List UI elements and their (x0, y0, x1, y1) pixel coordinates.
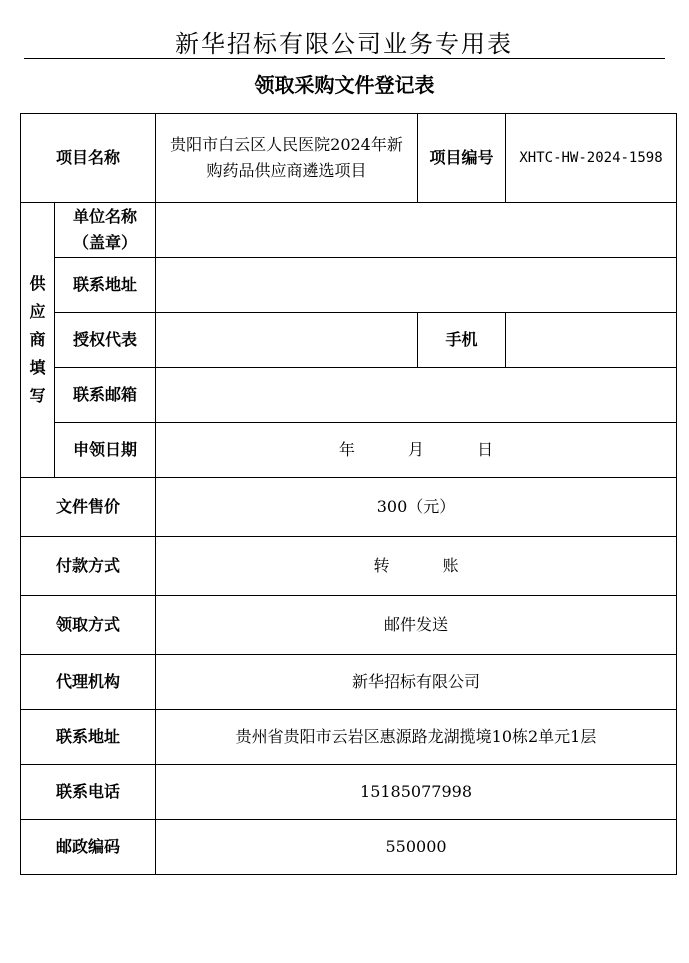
date-month: 月 (408, 440, 425, 459)
email-field[interactable] (156, 368, 677, 423)
supplier-section-label (21, 203, 55, 478)
agency-value: 新华招标有限公司 (156, 655, 677, 710)
address-label: 联系地址 (55, 258, 156, 313)
project-no-label: 项目编号 (418, 114, 506, 203)
postcode-value: 550000 (156, 820, 677, 875)
date-label: 申领日期 (55, 423, 156, 478)
table-row (21, 368, 677, 423)
phone-field[interactable] (506, 313, 677, 368)
date-day: 日 (477, 440, 494, 459)
price-value: 300（元） (156, 478, 677, 537)
date-field[interactable] (156, 423, 677, 478)
table-row (21, 765, 677, 820)
rep-field[interactable] (156, 313, 418, 368)
table-row (21, 313, 677, 368)
tel-value: 15185077998 (156, 765, 677, 820)
unit-name-label-line2: （盖章） (73, 233, 138, 252)
payment-char: 转 (373, 556, 390, 575)
rep-label: 授权代表 (55, 313, 156, 368)
table-row (21, 596, 677, 655)
registration-table (20, 113, 677, 875)
table-row (21, 423, 677, 478)
supplier-char: 应 (29, 302, 46, 321)
supplier-char: 商 (29, 330, 46, 349)
supplier-char: 写 (29, 386, 46, 405)
email-label: 联系邮箱 (55, 368, 156, 423)
form-title: 领取采购文件登记表 (254, 73, 435, 97)
project-name-label: 项目名称 (21, 114, 156, 203)
price-label: 文件售价 (21, 478, 156, 537)
postcode-label: 邮政编码 (21, 820, 156, 875)
table-row (21, 820, 677, 875)
payment-char: 账 (442, 556, 459, 575)
collect-value: 邮件发送 (156, 596, 677, 655)
agency-address-value: 贵州省贵阳市云岩区惠源路龙湖揽境10栋2单元1层 (156, 710, 677, 765)
table-row (21, 478, 677, 537)
payment-label: 付款方式 (21, 537, 156, 596)
tel-label: 联系电话 (21, 765, 156, 820)
date-year: 年 (338, 440, 355, 459)
project-no-value[interactable]: XHTC-HW-2024-1598 (506, 114, 677, 203)
supplier-char: 供 (29, 274, 46, 293)
table-row (21, 203, 677, 258)
unit-name-field[interactable] (156, 203, 677, 258)
agency-address-label: 联系地址 (21, 710, 156, 765)
collect-label: 领取方式 (21, 596, 156, 655)
project-name-value[interactable]: 贵阳市白云区人民医院2024年新购药品供应商遴选项目 (156, 114, 418, 203)
table-row (21, 258, 677, 313)
table-row (21, 655, 677, 710)
agency-label: 代理机构 (21, 655, 156, 710)
table-row (21, 710, 677, 765)
unit-name-label (55, 203, 156, 258)
company-header: 新华招标有限公司业务专用表 (175, 30, 513, 58)
supplier-char: 填 (29, 358, 46, 377)
header-underline (24, 58, 665, 59)
table-row (21, 114, 677, 203)
phone-label: 手机 (418, 313, 506, 368)
table-row (21, 537, 677, 596)
unit-name-label-line1: 单位名称 (73, 207, 138, 226)
payment-value (156, 537, 677, 596)
address-field[interactable] (156, 258, 677, 313)
